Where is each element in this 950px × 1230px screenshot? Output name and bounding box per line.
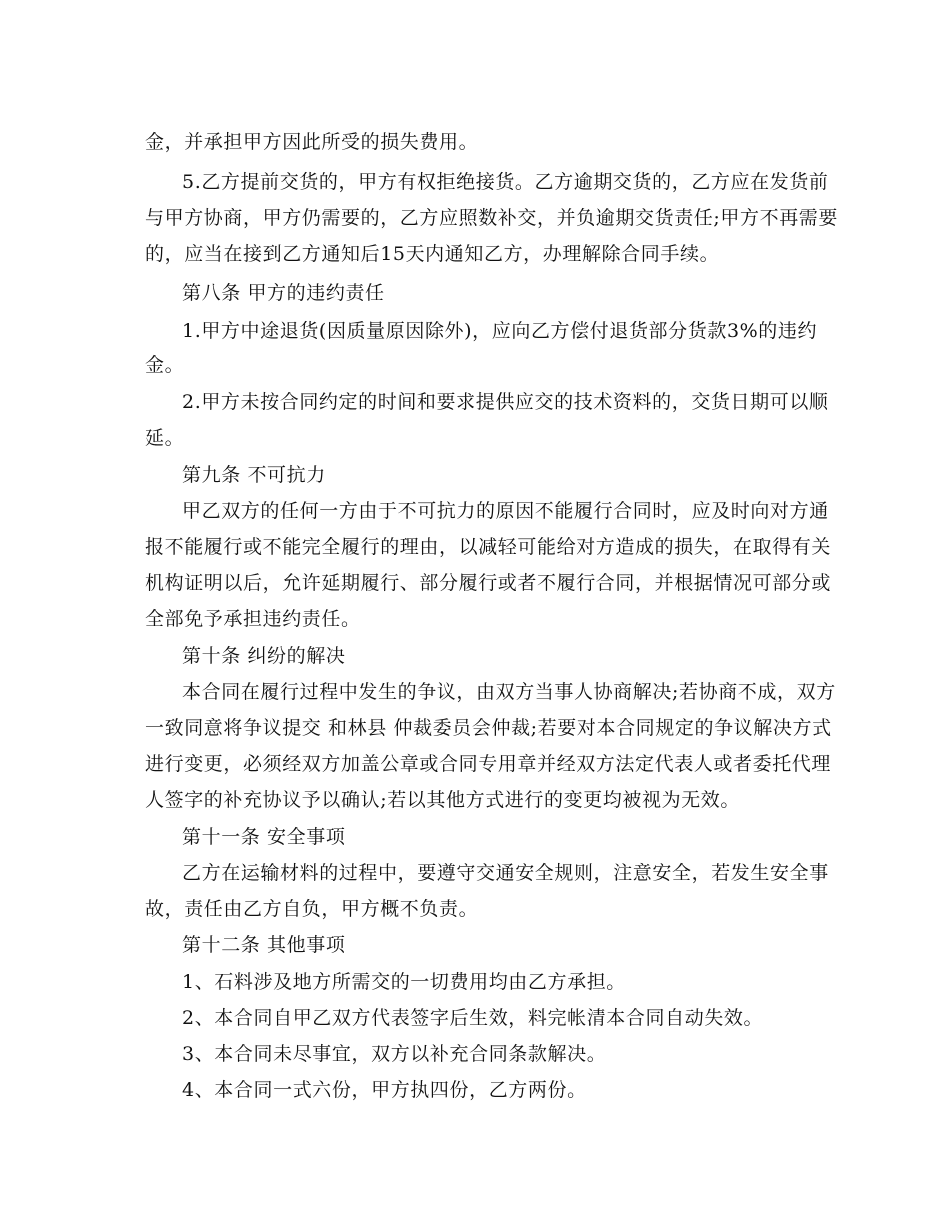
paragraph-line: 乙方在运输材料的过程中，要遵守交通安全规则，注意安全，若发生安全事 [182, 862, 829, 884]
section-heading-10: 第十条 纠纷的解决 [182, 645, 346, 667]
list-item: 2、本合同自甲乙双方代表签字后生效，料完帐清本合同自动失效。 [182, 1007, 764, 1029]
list-item: 3、本合同未尽事宜，双方以补充合同条款解决。 [182, 1043, 607, 1065]
paragraph-line: 人签字的补充协议予以确认;若以其他方式进行的变更均被视为无效。 [145, 789, 741, 811]
list-item: 4、本合同一式六份，甲方执四份，乙方两份。 [182, 1079, 587, 1101]
paragraph-line: 本合同在履行过程中发生的争议，由双方当事人协商解决;若协商不成，双方 [182, 681, 836, 703]
paragraph-line: 金，并承担甲方因此所受的损失费用。 [145, 131, 479, 153]
paragraph-line: 机构证明以后，允许延期履行、部分履行或者不履行合同，并根据情况可部分或 [145, 572, 832, 594]
section-heading-9: 第九条 不可抗力 [182, 464, 326, 486]
section-heading-8: 第八条 甲方的违约责任 [182, 282, 385, 304]
paragraph-line: 2.甲方未按合同约定的时间和要求提供应交的技术资料的，交货日期可以顺 [182, 391, 829, 413]
paragraph-line: 的，应当在接到乙方通知后15天内通知乙方，办理解除合同手续。 [145, 243, 720, 265]
paragraph-line: 金。 [145, 354, 185, 376]
paragraph-line: 延。 [145, 427, 185, 449]
paragraph-line: 1.甲方中途退货(因质量原因除外)，应向乙方偿付退货部分货款3%的违约 [182, 320, 818, 342]
paragraph-line: 一致同意将争议提交 和林县 仲裁委员会仲裁;若要对本合同规定的争议解决方式 [145, 717, 832, 739]
paragraph-line: 与甲方协商，甲方仍需要的，乙方应照数补交，并负逾期交货责任;甲方不再需要 [145, 207, 839, 229]
paragraph-line: 进行变更，必须经双方加盖公章或合同专用章并经双方法定代表人或者委托代理 [145, 753, 832, 775]
paragraph-line: 甲乙双方的任何一方由于不可抗力的原因不能履行合同时，应及时向对方通 [182, 500, 829, 522]
section-heading-11: 第十一条 安全事项 [182, 826, 346, 848]
paragraph-line: 5.乙方提前交货的，甲方有权拒绝接货。乙方逾期交货的，乙方应在发货前 [182, 171, 829, 193]
paragraph-line: 全部免予承担违约责任。 [145, 608, 361, 630]
section-heading-12: 第十二条 其他事项 [182, 934, 346, 956]
list-item: 1、石料涉及地方所需交的一切费用均由乙方承担。 [182, 971, 626, 993]
paragraph-line: 报不能履行或不能完全履行的理由，以减轻可能给对方造成的损失，在取得有关 [145, 536, 832, 558]
paragraph-line: 故，责任由乙方自负，甲方概不负责。 [145, 898, 479, 920]
